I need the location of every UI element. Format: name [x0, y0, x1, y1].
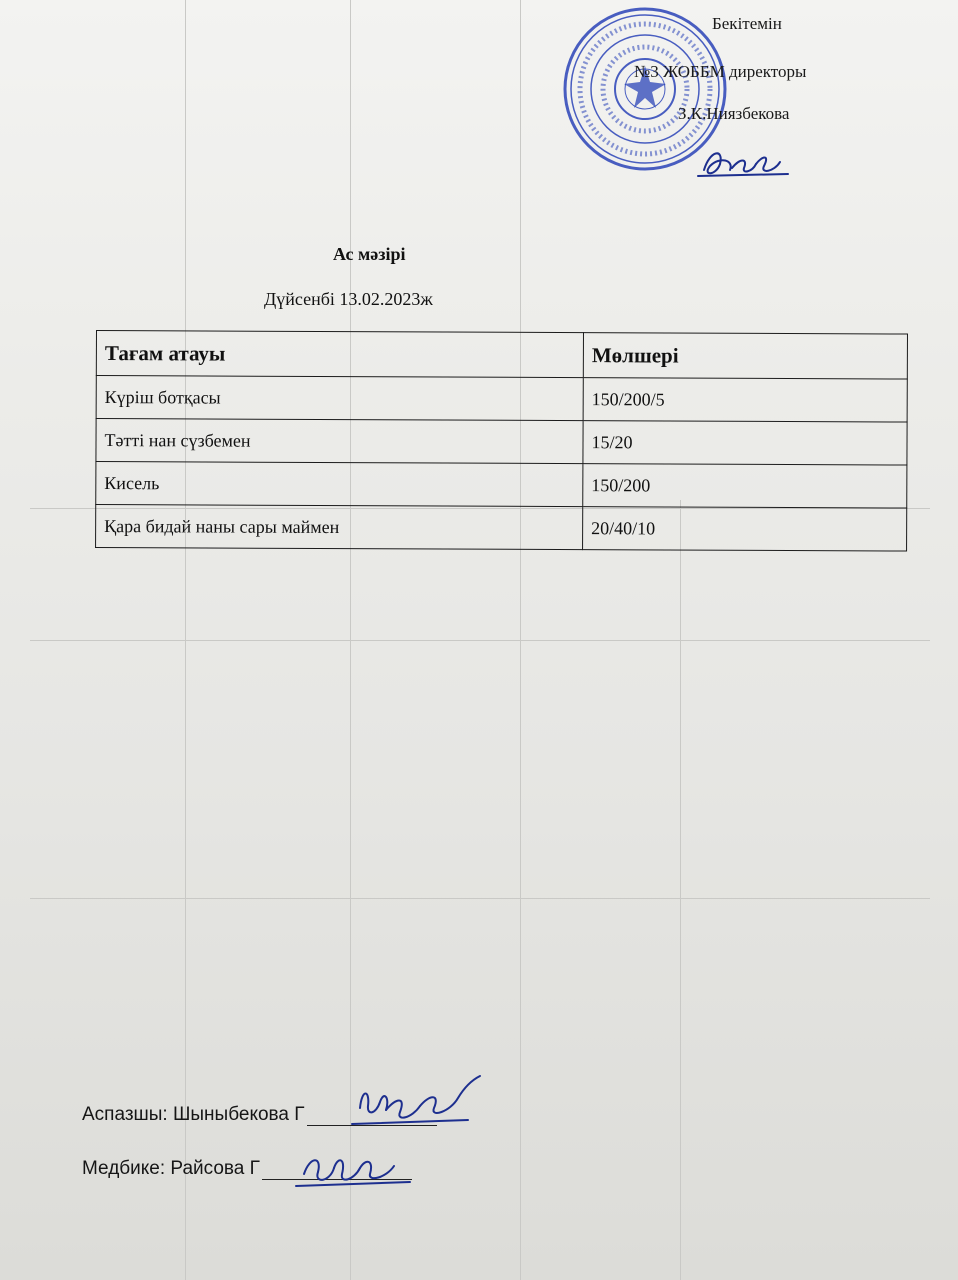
- approval-role: №3 ЖОББМ директоры: [634, 62, 807, 81]
- bleed-through-rule: [30, 898, 930, 899]
- table-row: [96, 376, 907, 423]
- dish-name: Күріш ботқасы: [96, 376, 583, 421]
- nurse-label: Медбике: Райсова Г: [82, 1158, 260, 1179]
- dish-amount: 150/200: [583, 464, 907, 508]
- cook-label: Аспазшы: Шыныбекова Г: [82, 1104, 305, 1125]
- dish-amount: 20/40/10: [583, 507, 907, 551]
- table-header-row: [96, 331, 907, 380]
- column-header-dish: Тағам атауы: [96, 331, 583, 378]
- table-row: [96, 505, 907, 552]
- dish-amount: 15/20: [583, 421, 907, 465]
- dish-name: Кисель: [96, 462, 583, 507]
- table-row: [96, 462, 907, 509]
- cook-signature: [340, 1068, 490, 1138]
- bleed-through-rule: [680, 500, 681, 1280]
- approval-name: З.К.Ниязбекова: [678, 104, 790, 123]
- dish-name: Қара бидай наны сары маймен: [96, 505, 583, 550]
- dish-amount: 150/200/5: [583, 378, 907, 422]
- nurse-signature: [290, 1138, 440, 1200]
- column-header-amount: Мөлшері: [583, 333, 907, 379]
- table-row: [96, 419, 907, 466]
- approval-title: Бекітемін: [712, 14, 782, 33]
- dish-name: Тәтті нан сүзбемен: [96, 419, 583, 464]
- bleed-through-rule: [30, 640, 930, 641]
- menu-title: Ас мәзірі: [333, 244, 406, 264]
- menu-table: [95, 330, 908, 552]
- menu-date: Дүйсенбі 13.02.2023ж: [264, 289, 433, 309]
- director-signature: [690, 140, 800, 190]
